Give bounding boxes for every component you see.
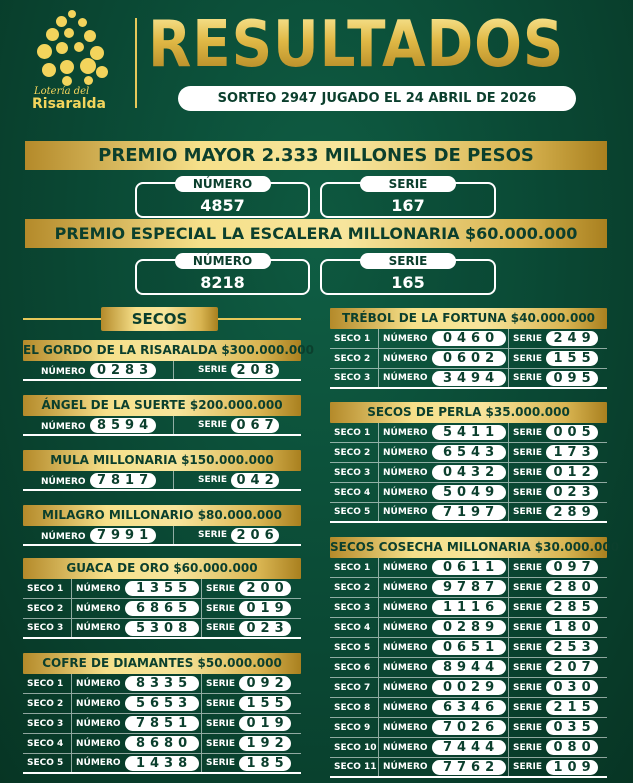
- serie-label: SERIE: [513, 642, 543, 653]
- numero-value: 0602: [432, 351, 506, 366]
- seco-label: SECO 3: [27, 623, 64, 633]
- serie-label: SERIE: [513, 682, 543, 693]
- perla-card: [330, 402, 607, 523]
- seco-row: [330, 658, 607, 678]
- trebol-card: [330, 308, 607, 389]
- card-title: TRÉBOL DE LA FORTUNA $40.000.000: [330, 308, 607, 329]
- card-row: [23, 471, 301, 491]
- seco-row: [23, 714, 301, 734]
- premio-especial-numero: [135, 254, 310, 295]
- seco-row: [330, 758, 607, 778]
- seco-row: [330, 638, 607, 658]
- seco-row: [330, 698, 607, 718]
- serie-label: SERIE: [198, 365, 228, 375]
- numero-label: NÚMERO: [383, 333, 428, 344]
- serie-value: 173: [546, 445, 598, 460]
- numero-label: NÚMERO: [383, 507, 428, 517]
- seco-label: SECO 8: [334, 702, 371, 713]
- seco-row: [23, 734, 301, 754]
- card-title: ÁNGEL DE LA SUERTE $200.000.000: [23, 395, 301, 416]
- numero-value: 6543: [432, 445, 506, 460]
- numero-value: 8335: [125, 676, 199, 691]
- serie-value: 023: [546, 485, 598, 500]
- serie-label: SERIE: [513, 373, 543, 383]
- numero-value: 5049: [432, 485, 506, 500]
- numero-label: NÚMERO: [383, 702, 428, 713]
- numero-label: NÚMERO: [383, 487, 428, 498]
- numero-label: NÚMERO: [383, 582, 428, 593]
- numero-value: 4857: [200, 196, 245, 215]
- gordo-card: [23, 340, 314, 381]
- premio-especial-serie: [320, 254, 496, 295]
- seco-label: SECO 1: [334, 427, 371, 438]
- card-row: [23, 526, 301, 546]
- serie-value: 215: [546, 700, 598, 715]
- card-title: MULA MILLONARIA $150.000.000: [23, 450, 301, 471]
- serie-value: 155: [546, 351, 598, 366]
- serie-value: 019: [239, 601, 291, 616]
- premio-mayor-serie: [320, 177, 496, 218]
- serie-value: 042: [231, 473, 279, 488]
- seco-label: SECO 3: [27, 718, 64, 729]
- seco-label: SECO 1: [334, 333, 371, 344]
- serie-value: 155: [239, 696, 291, 711]
- serie-value: 023: [239, 621, 291, 636]
- serie-label: SERIE: [513, 487, 543, 498]
- serie-label: SERIE: [513, 507, 543, 517]
- serie-value: 165: [391, 273, 425, 292]
- seco-row: [330, 503, 607, 523]
- seco-row: [330, 718, 607, 738]
- sorteo-info: SORTEO 2947 JUGADO EL 24 ABRIL DE 2026: [178, 86, 576, 111]
- seco-row: [330, 738, 607, 758]
- serie-value: 097: [546, 560, 598, 575]
- seco-label: SECO 7: [334, 682, 371, 693]
- serie-value: 109: [546, 760, 598, 775]
- page-title: RESULTADOS: [148, 8, 565, 82]
- seco-row: [330, 443, 607, 463]
- seco-label: SECO 1: [27, 678, 64, 689]
- serie-label: SERIE: [360, 253, 456, 269]
- card-title: MILAGRO MILLONARIO $80.000.000: [23, 505, 301, 526]
- numero-label: NÚMERO: [76, 758, 121, 768]
- serie-label: SERIE: [513, 702, 543, 713]
- numero-value: 8944: [432, 660, 506, 675]
- serie-label: SERIE: [206, 718, 236, 729]
- serie-label: SERIE: [513, 762, 543, 772]
- serie-label: SERIE: [513, 602, 543, 613]
- card-title: GUACA DE ORO $60.000.000: [23, 558, 301, 579]
- seco-row: [330, 329, 607, 349]
- seco-row: [23, 599, 301, 619]
- serie-value: 067: [231, 418, 279, 433]
- seco-row: [330, 598, 607, 618]
- seco-label: SECO 3: [334, 373, 371, 383]
- seco-label: SECO 1: [27, 583, 64, 594]
- numero-value: 5411: [432, 425, 506, 440]
- serie-label: SERIE: [198, 475, 228, 485]
- numero-value: 7817: [90, 473, 156, 488]
- numero-label: NÚMERO: [383, 682, 428, 693]
- serie-value: 180: [546, 620, 598, 635]
- seco-label: SECO 5: [334, 642, 371, 653]
- numero-value: 0460: [432, 331, 506, 346]
- numero-label: NÚMERO: [76, 678, 121, 689]
- serie-value: 080: [546, 740, 598, 755]
- seco-label: SECO 1: [334, 562, 371, 573]
- serie-label: SERIE: [360, 176, 456, 192]
- seco-label: SECO 9: [334, 722, 371, 733]
- brand-line1: Lotería del: [34, 86, 90, 97]
- numero-label: NÚMERO: [76, 718, 121, 729]
- serie-label: SERIE: [513, 353, 543, 364]
- numero-label: NÚMERO: [76, 623, 121, 633]
- seco-row: [330, 558, 607, 578]
- serie-value: 185: [239, 756, 291, 771]
- numero-value: 0611: [432, 560, 506, 575]
- serie-value: 249: [546, 331, 598, 346]
- mula-card: [23, 450, 301, 491]
- serie-label: SERIE: [513, 427, 543, 438]
- seco-label: SECO 2: [334, 447, 371, 458]
- card-row: [23, 361, 301, 381]
- seco-label: SECO 4: [334, 487, 371, 498]
- serie-value: 012: [546, 465, 598, 480]
- numero-label: NÚMERO: [41, 531, 86, 542]
- numero-value: 5653: [125, 696, 199, 711]
- serie-value: 019: [239, 716, 291, 731]
- brand-line2: Risaralda: [32, 96, 106, 112]
- numero-label: NÚMERO: [76, 738, 121, 749]
- guaca-card: [23, 558, 301, 639]
- seco-label: SECO 4: [334, 622, 371, 633]
- numero-label: NÚMERO: [383, 427, 428, 438]
- card-title: COFRE DE DIAMANTES $50.000.000: [23, 653, 301, 674]
- seco-label: SECO 6: [334, 662, 371, 673]
- numero-value: 7197: [432, 505, 506, 520]
- premio-mayor-numero: [135, 177, 310, 218]
- numero-value: 7026: [432, 720, 506, 735]
- serie-label: SERIE: [206, 678, 236, 689]
- seco-row: [330, 678, 607, 698]
- seco-row: [330, 349, 607, 369]
- seco-label: SECO 4: [27, 738, 64, 749]
- numero-label: NÚMERO: [383, 602, 428, 613]
- numero-label: NÚMERO: [76, 698, 121, 709]
- serie-label: SERIE: [206, 583, 236, 594]
- seco-row: [330, 578, 607, 598]
- seco-row: [330, 463, 607, 483]
- numero-value: 0029: [432, 680, 506, 695]
- numero-label: NÚMERO: [76, 583, 121, 594]
- numero-label: NÚMERO: [383, 353, 428, 364]
- angel-card: [23, 395, 301, 436]
- numero-label: NÚMERO: [383, 762, 428, 772]
- seco-label: SECO 11: [334, 762, 377, 772]
- seco-row: [330, 423, 607, 443]
- numero-label: NÚMERO: [383, 662, 428, 673]
- numero-value: 5308: [125, 621, 199, 636]
- cosecha-card: [330, 537, 620, 778]
- numero-label: NÚMERO: [41, 366, 86, 377]
- seco-row: [23, 579, 301, 599]
- serie-value: 030: [546, 680, 598, 695]
- serie-label: SERIE: [513, 333, 543, 344]
- cofre-card: [23, 653, 301, 774]
- serie-label: SERIE: [198, 530, 228, 540]
- numero-label: NÚMERO: [383, 742, 428, 753]
- serie-value: 092: [239, 676, 291, 691]
- numero-value: 0651: [432, 640, 506, 655]
- numero-label: NÚMERO: [41, 421, 86, 432]
- serie-label: SERIE: [513, 722, 543, 733]
- seco-row: [23, 754, 301, 774]
- serie-label: SERIE: [513, 742, 543, 753]
- numero-value: 8594: [90, 418, 156, 433]
- card-title: EL GORDO DE LA RISARALDA $300.000.000: [23, 340, 301, 361]
- serie-value: 253: [546, 640, 598, 655]
- numero-value: 1116: [432, 600, 506, 615]
- serie-value: 280: [546, 580, 598, 595]
- numero-value: 7851: [125, 716, 199, 731]
- numero-label: NÚMERO: [41, 476, 86, 487]
- numero-value: 7444: [432, 740, 506, 755]
- seco-label: SECO 3: [334, 602, 371, 613]
- numero-value: 3494: [432, 371, 506, 386]
- serie-label: SERIE: [206, 698, 236, 709]
- serie-label: SERIE: [513, 662, 543, 673]
- serie-value: 095: [546, 371, 598, 386]
- numero-value: 0432: [432, 465, 506, 480]
- serie-value: 208: [231, 363, 279, 378]
- serie-value: 167: [391, 196, 425, 215]
- seco-row: [23, 674, 301, 694]
- seco-row: [330, 618, 607, 638]
- divider: [135, 18, 137, 108]
- serie-label: SERIE: [206, 623, 236, 633]
- serie-label: SERIE: [206, 758, 236, 768]
- premio-especial-title: PREMIO ESPECIAL LA ESCALERA MILLONARIA $60.000.000: [25, 219, 607, 248]
- seco-label: SECO 3: [334, 467, 371, 478]
- seco-label: SECO 5: [27, 758, 64, 768]
- numero-label: NÚMERO: [383, 722, 428, 733]
- numero-value: 7991: [90, 528, 156, 543]
- serie-value: 200: [239, 581, 291, 596]
- premio-mayor-title: PREMIO MAYOR 2.333 MILLONES DE PESOS: [25, 141, 607, 170]
- serie-value: 289: [546, 505, 598, 520]
- seco-row: [23, 619, 301, 639]
- card-title: SECOS DE PERLA $35.000.000: [330, 402, 607, 423]
- serie-label: SERIE: [206, 738, 236, 749]
- numero-value: 7762: [432, 760, 506, 775]
- seco-label: SECO 2: [27, 698, 64, 709]
- serie-label: SERIE: [206, 603, 236, 614]
- seco-label: SECO 5: [334, 507, 371, 517]
- seco-label: SECO 2: [334, 353, 371, 364]
- numero-label: NÚMERO: [383, 562, 428, 573]
- serie-value: 005: [546, 425, 598, 440]
- numero-value: 8218: [200, 273, 245, 292]
- seco-row: [330, 369, 607, 389]
- numero-value: 1355: [125, 581, 199, 596]
- numero-label: NÚMERO: [383, 622, 428, 633]
- numero-label: NÚMERO: [383, 467, 428, 478]
- serie-label: SERIE: [513, 582, 543, 593]
- serie-label: SERIE: [513, 622, 543, 633]
- numero-value: 0283: [90, 363, 156, 378]
- secos-heading: SECOS: [101, 307, 218, 331]
- serie-label: SERIE: [513, 562, 543, 573]
- numero-label: NÚMERO: [175, 253, 271, 269]
- numero-value: 6865: [125, 601, 199, 616]
- card-row: [23, 416, 301, 436]
- seco-label: SECO 2: [27, 603, 64, 614]
- numero-value: 6346: [432, 700, 506, 715]
- seco-row: [330, 483, 607, 503]
- numero-label: NÚMERO: [383, 373, 428, 383]
- seco-row: [23, 694, 301, 714]
- loteria-risaralda-logo: [28, 8, 128, 110]
- serie-value: 285: [546, 600, 598, 615]
- seco-label: SECO 2: [334, 582, 371, 593]
- serie-label: SERIE: [513, 447, 543, 458]
- numero-label: NÚMERO: [383, 447, 428, 458]
- serie-value: 206: [231, 528, 279, 543]
- milagro-card: [23, 505, 301, 546]
- serie-label: SERIE: [513, 467, 543, 478]
- serie-value: 192: [239, 736, 291, 751]
- seco-label: SECO 10: [334, 742, 377, 753]
- numero-label: NÚMERO: [76, 603, 121, 614]
- numero-value: 9787: [432, 580, 506, 595]
- serie-value: 207: [546, 660, 598, 675]
- numero-value: 1438: [125, 756, 199, 771]
- numero-value: 0289: [432, 620, 506, 635]
- serie-label: SERIE: [198, 420, 228, 430]
- card-title: SECOS COSECHA MILLONARIA $30.000.000: [330, 537, 607, 558]
- serie-value: 035: [546, 720, 598, 735]
- numero-label: NÚMERO: [175, 176, 271, 192]
- numero-label: NÚMERO: [383, 642, 428, 653]
- numero-value: 8680: [125, 736, 199, 751]
